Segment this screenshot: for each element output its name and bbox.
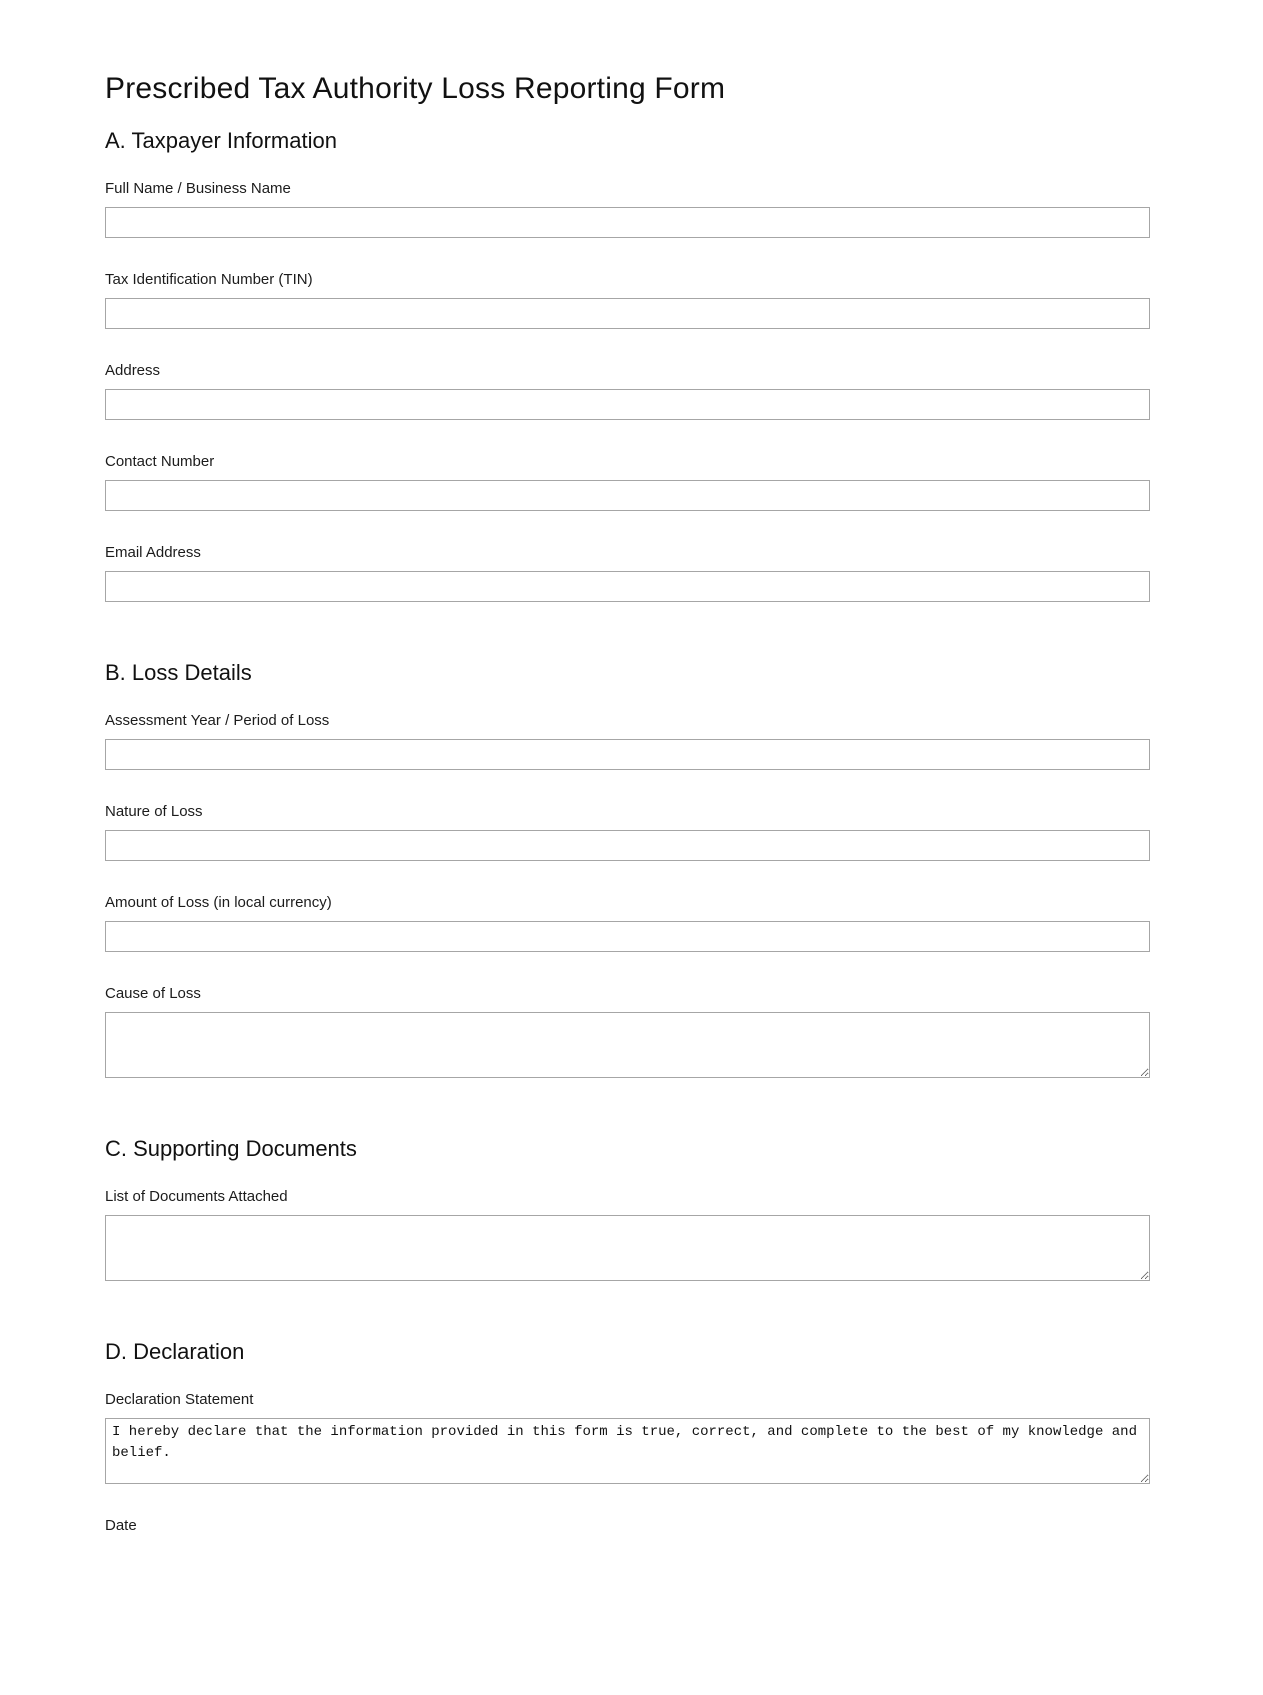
nature-of-loss-input[interactable] <box>105 830 1150 861</box>
date-label: Date <box>105 1517 137 1534</box>
declaration-statement-label: Declaration Statement <box>105 1391 254 1408</box>
address-input[interactable] <box>105 389 1150 420</box>
field-nature-of-loss <box>105 803 1150 861</box>
tin-input[interactable] <box>105 298 1150 329</box>
section-heading-declaration: D. Declaration <box>105 1339 245 1364</box>
address-label: Address <box>105 362 161 379</box>
declaration-statement-textarea[interactable] <box>105 1418 1150 1484</box>
cause-of-loss-textarea[interactable] <box>105 1012 1150 1078</box>
email-address-label: Email Address <box>105 544 201 561</box>
page-title: Prescribed Tax Authority Loss Reporting Form <box>105 72 726 105</box>
nature-of-loss-label: Nature of Loss <box>105 803 203 820</box>
field-documents-list <box>105 1188 1150 1281</box>
field-address <box>105 362 1150 420</box>
section-heading-loss-details: B. Loss Details <box>105 660 252 685</box>
field-full-name <box>105 180 1150 238</box>
contact-number-input[interactable] <box>105 480 1150 511</box>
full-name-label: Full Name / Business Name <box>105 180 291 197</box>
field-declaration-statement <box>105 1391 1150 1484</box>
field-cause-of-loss <box>105 985 1150 1078</box>
field-amount-of-loss <box>105 894 1150 952</box>
section-heading-supporting-documents: C. Supporting Documents <box>105 1136 357 1161</box>
field-assessment-year <box>105 712 1150 770</box>
assessment-year-input[interactable] <box>105 739 1150 770</box>
field-email-address <box>105 544 1150 602</box>
tin-label: Tax Identification Number (TIN) <box>105 271 313 288</box>
field-tin <box>105 271 1150 329</box>
documents-list-label: List of Documents Attached <box>105 1188 288 1205</box>
field-date <box>105 1517 1150 1534</box>
section-declaration <box>105 1339 1150 1534</box>
section-loss-details <box>105 660 1150 1078</box>
assessment-year-label: Assessment Year / Period of Loss <box>105 712 330 729</box>
email-address-input[interactable] <box>105 571 1150 602</box>
section-supporting-documents <box>105 1136 1150 1281</box>
full-name-input[interactable] <box>105 207 1150 238</box>
documents-list-textarea[interactable] <box>105 1215 1150 1281</box>
cause-of-loss-label: Cause of Loss <box>105 985 201 1002</box>
amount-of-loss-label: Amount of Loss (in local currency) <box>105 894 332 911</box>
section-taxpayer-information <box>105 128 1150 602</box>
field-contact-number <box>105 453 1150 511</box>
amount-of-loss-input[interactable] <box>105 921 1150 952</box>
section-heading-taxpayer-information: A. Taxpayer Information <box>105 128 337 153</box>
contact-number-label: Contact Number <box>105 453 215 470</box>
